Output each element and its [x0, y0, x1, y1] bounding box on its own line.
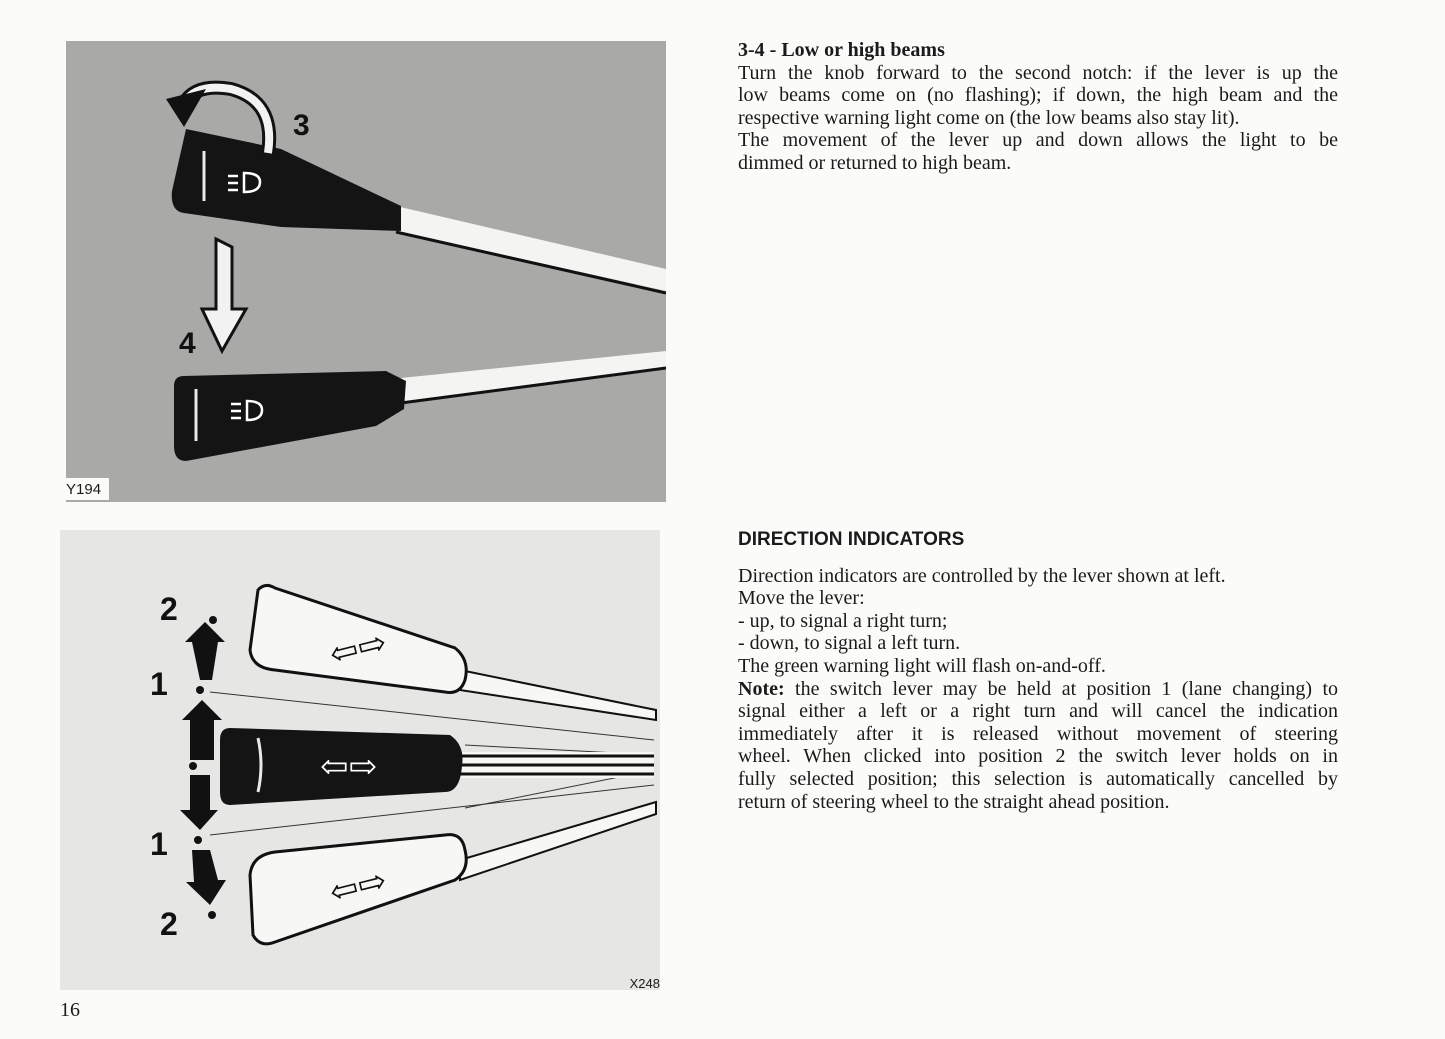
note-label: Note: [738, 677, 785, 700]
note-line [738, 678, 1338, 701]
lower-indicator-shaft [460, 802, 656, 880]
position-label-2-lower: 2 [160, 906, 178, 942]
body-line: The movement of the lever up and down allows the light to be [738, 129, 1338, 152]
section-direction-indicators [738, 529, 1338, 813]
note-line: fully selected position; this selection is automatically cancelled by [738, 767, 1338, 790]
section-heading: 3-4 - Low or high beams [738, 39, 945, 61]
lower-lever-shaft [401, 351, 666, 403]
body-line: respective warning light come on (the low beams also stay lit). [738, 106, 1240, 129]
figure-direction-indicator [60, 530, 660, 990]
turn-signal-icon: ⇦⇨ [325, 862, 391, 913]
lower-lever-knob [174, 371, 406, 461]
body-line: Move the lever: [738, 587, 865, 610]
down-arrow-icon [202, 239, 246, 351]
note-text: the switch lever may be held at position 1 (lane changing) to [784, 677, 1338, 700]
position-label-2-upper: 2 [160, 591, 178, 627]
note-line: return of steering wheel to the straight ahead position. [738, 790, 1170, 813]
position-arrows-icon [180, 622, 226, 905]
page-number: 16 [60, 999, 80, 1021]
upper-lever-shaft [396, 206, 666, 291]
turn-signal-icon: ⇦⇨ [320, 749, 377, 786]
body-line: low beams come on (no flashing); if down, the high beam and the [738, 84, 1338, 107]
figure-code-top: Y194 [62, 478, 109, 500]
body-line: The green warning light will flash on-and-off. [738, 654, 1106, 677]
note-line: signal either a left or a right turn and will cancel the indication [738, 700, 1338, 723]
body-line: Direction indicators are controlled by the lever shown at left. [738, 564, 1226, 587]
upper-indicator-shaft [460, 670, 656, 720]
note-line: wheel. When clicked into position 2 the switch lever holds on in [738, 745, 1338, 768]
position-label-1-lower: 1 [150, 826, 168, 862]
figure-label-3: 3 [293, 109, 310, 142]
body-line: - down, to signal a left turn. [738, 632, 961, 655]
body-line: Turn the knob forward to the second notch: if the lever is up the [738, 61, 1338, 84]
figure-label-4: 4 [179, 327, 196, 360]
body-line: dimmed or returned to high beam. [738, 151, 1012, 174]
position-label-1-upper: 1 [150, 666, 168, 702]
note-line: immediately after it is released without movement of steering [738, 722, 1338, 745]
section-low-high-beams [738, 39, 1338, 175]
turn-signal-icon: ⇦⇨ [325, 624, 391, 675]
indicator-illustration [60, 530, 660, 990]
body-line: - up, to signal a right turn; [738, 609, 948, 632]
figure-light-switch [66, 41, 666, 502]
section-heading: DIRECTION INDICATORS [738, 529, 965, 550]
figure-code-bottom: X248 [629, 976, 660, 991]
upper-lever-knob [172, 129, 401, 231]
light-switch-illustration [66, 41, 666, 502]
